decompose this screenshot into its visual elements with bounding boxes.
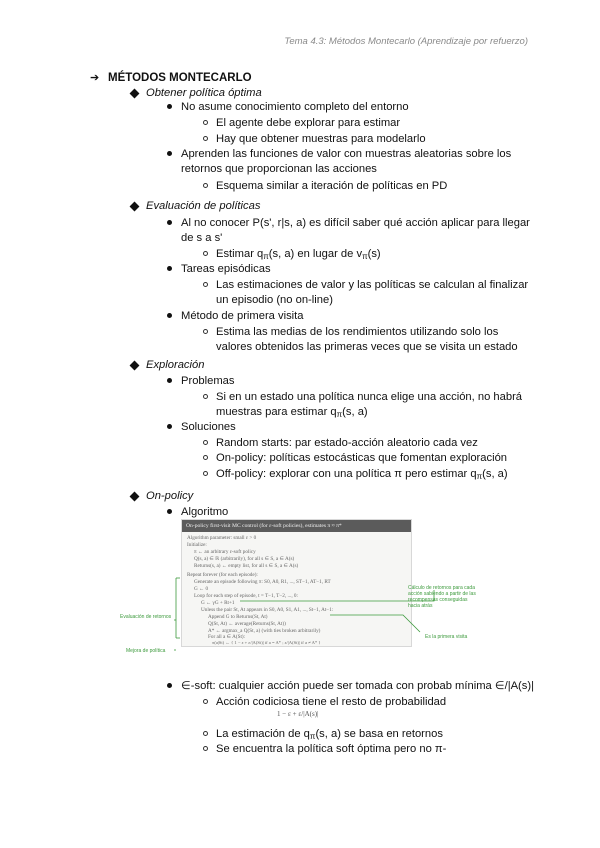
sub-bullet-text: Random starts: par estado-acción aleatorio cada vez xyxy=(216,437,478,449)
circle-bullet-icon xyxy=(203,471,208,476)
bullet-text-cont: retornos que proporcionan las acciones xyxy=(181,163,377,175)
section-title: MÉTODOS MONTECARLO xyxy=(108,72,252,84)
sub-bullet-text: Si en un estado una política nunca elige una acción, no habrá xyxy=(216,391,523,403)
bullet-text: Soluciones xyxy=(181,421,236,433)
annotation-note: Mejora de política xyxy=(126,648,166,654)
diamond-bullet-icon xyxy=(130,492,140,502)
subsection-title: Obtener política óptima xyxy=(146,87,262,99)
algorithm-line: Q(s, a) ∈ ℝ (arbitrarily), for all s ∈ S, a ∈ A(s) xyxy=(194,556,295,562)
circle-bullet-icon xyxy=(203,394,208,399)
sub-bullet-text: Acción codiciosa tiene el resto de probabilidad xyxy=(216,696,447,708)
circle-bullet-icon xyxy=(203,455,208,460)
bullet-text: Tareas episódicas xyxy=(181,263,271,275)
algorithm-line: Repeat forever (for each episode): xyxy=(187,572,258,578)
sub-bullet-text: Off-policy: explorar con una política π pero estimar $q_\pi(s$, a) xyxy=(216,468,508,481)
bullet-icon xyxy=(167,509,172,514)
diamond-bullet-icon xyxy=(130,89,140,99)
bullet-text: No asume conocimiento completo del entorno xyxy=(181,101,409,113)
arrow-icon: ➔ xyxy=(90,72,100,84)
circle-bullet-icon xyxy=(203,329,208,334)
algorithm-line: Unless the pair St, At appears in S0, A0, S1, A1, ..., St−1, At−1: xyxy=(201,607,334,613)
formula: 1 − ε + ε/|A(s)| xyxy=(277,710,319,718)
sub-bullet-text-cont: muestras para estimar $q_\pi(s$, a) xyxy=(216,406,368,419)
algorithm-line: Q(St, At) ← average(Returns(St, At)) xyxy=(208,621,286,627)
annotation-note: hacia atrás xyxy=(408,603,433,609)
bullet-text: Al no conocer P(s', r|s, a) es difícil saber qué acción aplicar para llegar xyxy=(181,217,530,229)
annotation-note: recompensas conseguidas xyxy=(408,597,468,603)
circle-bullet-icon xyxy=(203,699,208,704)
algorithm-line: π(a|St) ← { 1 − ε + ε/|A(St)| if a = A* ; ε/|A(St)| if a ≠ A* } xyxy=(212,640,321,645)
bullet-text-cont: de s a s' xyxy=(181,232,223,244)
bullet-icon xyxy=(167,220,172,225)
bullet-text: Problemas xyxy=(181,375,235,387)
circle-bullet-icon xyxy=(203,120,208,125)
sub-bullet-text: Esquema similar a iteración de políticas en PD xyxy=(216,180,448,192)
sub-bullet-text: El agente debe explorar para estimar xyxy=(216,117,401,129)
algorithm-line: Returns(s, a) ← empty list, for all s ∈ S, a ∈ A(s) xyxy=(194,563,299,569)
bullet-icon xyxy=(167,151,172,156)
sub-bullet-text: Hay que obtener muestras para modelarlo xyxy=(216,133,426,145)
bullet-icon xyxy=(167,424,172,429)
sub-bullet-text: La estimación de $q_\pi(s$, a) se basa en retornos xyxy=(216,728,443,741)
diamond-bullet-icon xyxy=(130,202,140,212)
bullet-text: Aprenden las funciones de valor con muestras aleatorias sobre los xyxy=(181,148,512,160)
annotation-note: Cálculo de retornos para cada xyxy=(408,585,475,591)
algorithm-line: For all a ∈ A(St): xyxy=(208,634,246,640)
bullet-text: Algoritmo xyxy=(181,506,229,518)
sub-bullet-text-cont: un episodio (no on-line) xyxy=(216,294,333,306)
circle-bullet-icon xyxy=(203,746,208,751)
algorithm-line: Loop for each step of episode, t = T−1, T−2, ..., 0: xyxy=(194,593,298,599)
algorithm-line: Initialize: xyxy=(187,542,207,548)
annotation-note: Evaluación de retornos xyxy=(120,614,172,620)
bullet-icon xyxy=(167,104,172,109)
algorithm-line: Generate an episode following π: S0, A0, R1, ..., ST−1, AT−1, RT xyxy=(194,579,331,585)
sub-bullet-text: Las estimaciones de valor y las políticas se calculan al finalizar xyxy=(216,279,529,291)
bullet-text: ∈-soft: cualquier acción puede ser tomada con probab mínima ∈/|A(s)| xyxy=(181,680,535,692)
annotation-note: Es la primera visita xyxy=(425,634,468,640)
bullet-text: Método de primera visita xyxy=(181,310,304,322)
algorithm-line: Algorithm parameter: small ε > 0 xyxy=(187,535,257,541)
algorithm-figure xyxy=(181,519,412,647)
algorithm-line: G ← γG + Rt+1 xyxy=(201,600,235,606)
sub-bullet-text-cont: valores obtenidos las primeras veces que se visita un estado xyxy=(216,341,518,353)
subsection-title: Evaluación de políticas xyxy=(146,200,261,212)
bullet-icon xyxy=(167,683,172,688)
circle-bullet-icon xyxy=(203,251,208,256)
subsection-title: Exploración xyxy=(146,359,205,371)
algorithm-line: π ← an arbitrary ε-soft policy xyxy=(194,549,256,555)
algorithm-line: G ← 0 xyxy=(194,586,209,592)
sub-bullet-text: Estima las medias de los rendimientos utilizando solo los xyxy=(216,326,499,338)
circle-bullet-icon xyxy=(203,136,208,141)
annotation-note: acción sabiendo a partir de las xyxy=(408,591,476,597)
circle-bullet-icon xyxy=(203,731,208,736)
page-header: Tema 4.3: Métodos Montecarlo (Aprendizaje por refuerzo) xyxy=(284,36,528,47)
algorithm-line: A* ← argmax_a Q(St, a) (with ties broken arbitrarily) xyxy=(208,628,321,634)
diamond-bullet-icon xyxy=(130,361,140,371)
bullet-icon xyxy=(167,266,172,271)
sub-bullet-text: Estimar $q_\pi(s$, a) en lugar de $v_\pi(s)$ xyxy=(216,248,381,261)
circle-bullet-icon xyxy=(203,440,208,445)
algorithm-line: Append G to Returns(St, At) xyxy=(208,614,268,620)
algorithm-title: On-policy first-visit MC control (for ε-soft policies), estimates π ≈ π* xyxy=(182,520,411,532)
circle-bullet-icon xyxy=(203,183,208,188)
subsection-title: On-policy xyxy=(146,490,194,502)
sub-bullet-text: On-policy: políticas estocásticas que fomentan exploración xyxy=(216,452,508,464)
bullet-icon xyxy=(167,378,172,383)
circle-bullet-icon xyxy=(203,282,208,287)
sub-bullet-text: Se encuentra la política soft óptima pero no π- xyxy=(216,743,447,755)
bullet-icon xyxy=(167,313,172,318)
